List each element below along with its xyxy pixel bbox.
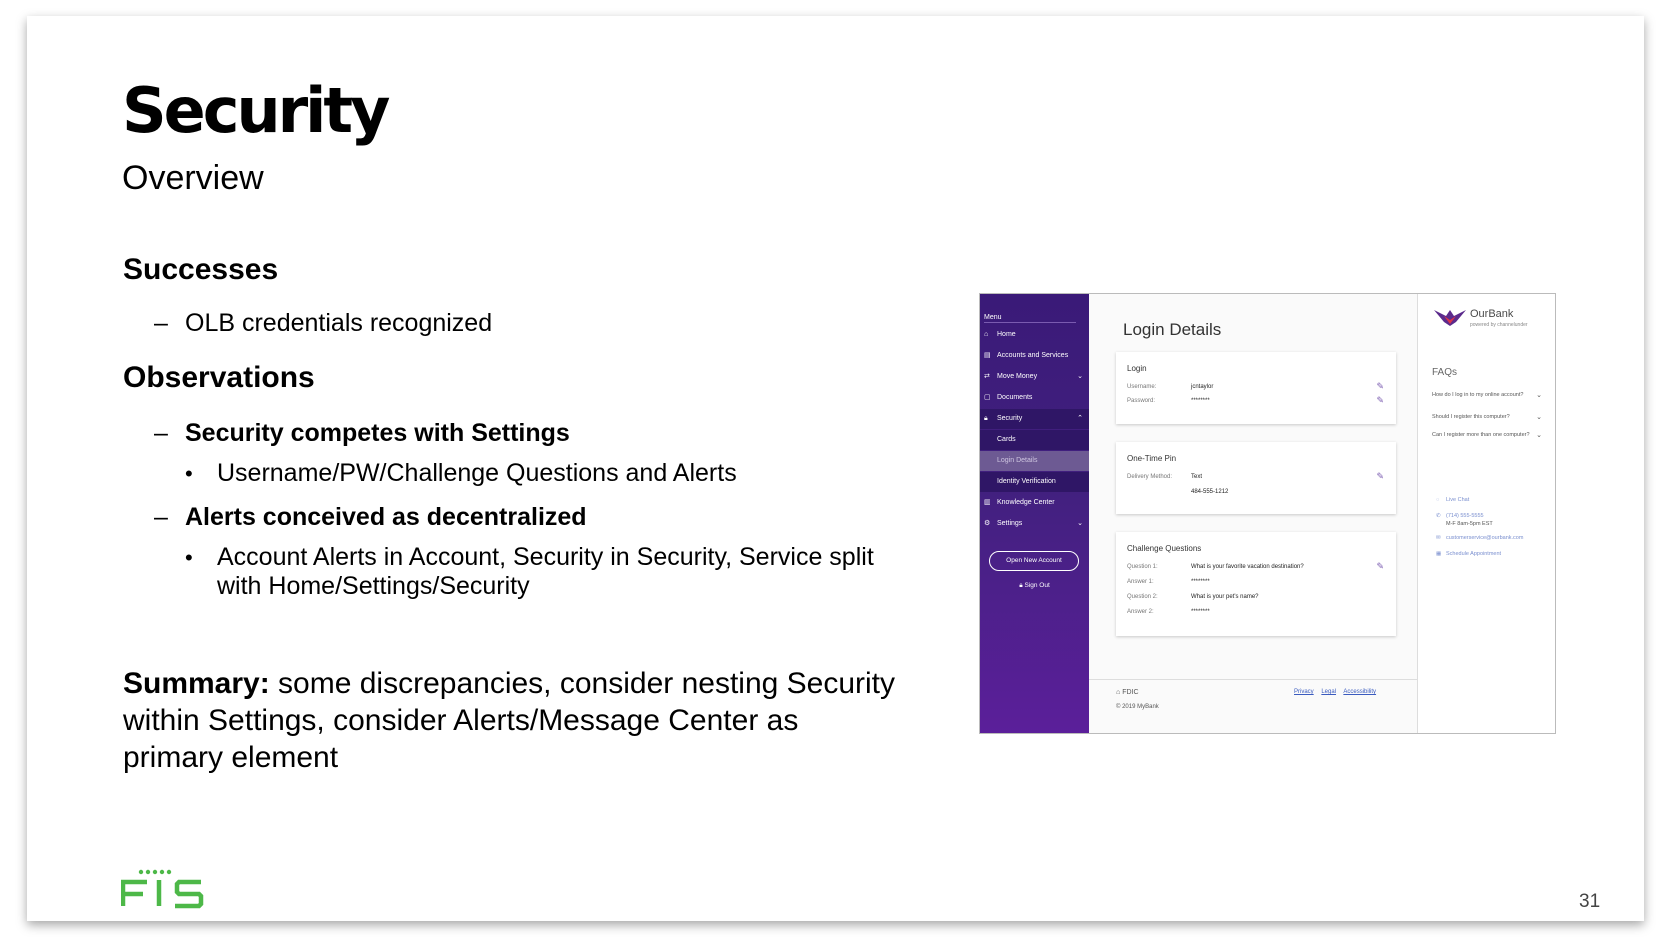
sidebar-item-label: Move Money [997, 373, 1038, 380]
answer-1-value: ******** [1191, 579, 1210, 585]
page-number: 31 [1579, 891, 1601, 912]
slide [27, 16, 1644, 921]
right-panel [1417, 294, 1556, 733]
success-item: OLB credentials recognized [185, 309, 493, 337]
question-1-value: What is your favorite vacation destination? [1191, 564, 1304, 570]
email-link[interactable] [1436, 535, 1523, 541]
sidebar-item-login-details[interactable] [980, 451, 1089, 471]
faq-label: How do I log in to my online account? [1432, 392, 1524, 398]
sidebar-item-move-money[interactable] [980, 367, 1089, 387]
sidebar-item-security[interactable] [980, 409, 1089, 429]
email-label: customerservice@ourbank.com [1446, 535, 1524, 541]
fdic-badge [1116, 689, 1139, 696]
chevron-down-icon: ⌄ [1536, 432, 1542, 439]
sign-out-label: Sign Out [1024, 582, 1050, 589]
faq-label: Should I register this computer? [1432, 414, 1510, 420]
document-icon: ▢ [984, 394, 991, 401]
sidebar-item-documents[interactable] [980, 388, 1089, 408]
observation-1-detail: Username/PW/Challenge Questions and Alerts [217, 459, 737, 487]
password-label: Password: [1127, 398, 1156, 404]
sidebar-item-label: Documents [997, 394, 1033, 401]
fdic-label: FDIC [1122, 689, 1139, 696]
calendar-icon: ▦ [1436, 551, 1442, 557]
chevron-down-icon: ⌄ [1077, 373, 1083, 380]
faq-label: Can I register more than one computer? [1432, 432, 1530, 438]
phone-link[interactable] [1436, 513, 1484, 519]
observation-2-detail: Account Alerts in Account, Security in Security, Service split with Home/Settings/Security [217, 543, 874, 600]
answer-1-label: Answer 1: [1127, 579, 1154, 585]
delivery-method-value: Text [1191, 474, 1203, 480]
question-1-label: Question 1: [1127, 564, 1158, 570]
open-new-account-button[interactable]: Open New Account [989, 551, 1079, 571]
phone-label: (714) 555-5555 [1446, 513, 1484, 519]
sidebar-item-label: Knowledge Center [997, 499, 1055, 506]
dash-marker: – [154, 503, 168, 531]
sign-out-button[interactable] [980, 582, 1089, 590]
sidebar-item-knowledge-center[interactable] [980, 493, 1089, 513]
book-icon: ▥ [984, 499, 991, 506]
bank-icon: ⌂ [1116, 689, 1123, 696]
answer-2-label: Answer 2: [1127, 609, 1154, 615]
live-chat-link[interactable] [1436, 497, 1469, 503]
observations-heading: Observations [123, 361, 315, 394]
chevron-down-icon: ⌄ [1536, 414, 1542, 421]
faq-item[interactable] [1432, 432, 1542, 439]
challenge-questions-card [1116, 532, 1396, 636]
username-value: jcntaylor [1191, 384, 1214, 390]
answer-2-value: ******** [1191, 609, 1210, 615]
otp-card [1116, 442, 1396, 514]
sidebar-item-label: Home [997, 331, 1016, 338]
legal-link[interactable]: Legal [1321, 689, 1337, 695]
card-title: One-Time Pin [1127, 454, 1177, 463]
brand-name: OurBank [1470, 308, 1514, 320]
bullet-marker: • [185, 461, 193, 486]
schedule-appointment-link[interactable] [1436, 551, 1501, 557]
fis-logo [121, 866, 221, 916]
transfer-icon: ⇄ [984, 373, 990, 380]
hours-text: M-F 8am-5pm EST [1446, 521, 1493, 527]
embedded-screenshot [979, 293, 1556, 734]
sidebar-item-settings[interactable] [980, 514, 1089, 534]
card-title: Login [1127, 364, 1147, 373]
sidebar-item-label: Login Details [997, 457, 1038, 464]
delivery-method-label: Delivery Method: [1127, 474, 1173, 480]
main-content [1089, 294, 1417, 733]
accounts-icon: ▤ [984, 352, 991, 359]
sidebar-item-label: Accounts and Services [997, 352, 1069, 359]
observation-2: Alerts conceived as decentralized [185, 503, 587, 531]
sidebar-item-identity-verification[interactable] [980, 472, 1089, 492]
summary [123, 665, 903, 776]
login-card [1116, 352, 1396, 424]
username-label: Username: [1127, 384, 1157, 390]
faq-heading: FAQs [1432, 367, 1458, 378]
sidebar-item-label: Settings [997, 520, 1023, 527]
live-chat-label: Live Chat [1446, 497, 1470, 503]
chevron-down-icon: ⌄ [1077, 520, 1083, 527]
summary-text: some discrepancies, consider nesting Security within Settings, consider Alerts/Message Center as primary element [123, 667, 896, 774]
lock-icon: 🔒︎ [1019, 582, 1025, 589]
sidebar-item-label: Identity Verification [997, 478, 1056, 485]
successes-heading: Successes [123, 253, 279, 286]
page-subtitle: Overview [122, 159, 264, 197]
phone-icon: ✆ [1436, 513, 1441, 519]
accessibility-link[interactable]: Accessibility [1343, 689, 1377, 695]
divider [984, 322, 1076, 323]
sidebar-item-cards[interactable] [980, 430, 1089, 450]
schedule-label: Schedule Appointment [1446, 551, 1502, 557]
bullet-marker: • [185, 545, 193, 570]
faq-item[interactable] [1432, 392, 1542, 399]
observation-1: Security competes with Settings [185, 419, 570, 447]
dash-marker: – [154, 419, 168, 447]
home-icon: ⌂ [984, 331, 989, 338]
brand-subtitle: powered by channelunder [1470, 322, 1528, 328]
password-value: ******** [1191, 398, 1210, 404]
card-title: Challenge Questions [1127, 544, 1202, 553]
gear-icon: ⚙ [984, 520, 991, 527]
edit-icon[interactable]: ✎ [1376, 395, 1384, 405]
sidebar [980, 294, 1089, 733]
question-2-label: Question 2: [1127, 594, 1158, 600]
privacy-link[interactable]: Privacy [1294, 689, 1314, 695]
edit-icon[interactable]: ✎ [1376, 381, 1384, 391]
sidebar-item-accounts[interactable] [980, 346, 1089, 366]
edit-icon[interactable]: ✎ [1376, 471, 1384, 481]
summary-label: Summary: [123, 667, 270, 700]
content-heading: Login Details [1123, 320, 1222, 339]
dash-marker: – [154, 309, 168, 337]
mail-icon: ✉ [1436, 535, 1441, 541]
footer-links [1294, 689, 1382, 695]
divider [1089, 679, 1417, 680]
edit-icon[interactable]: ✎ [1376, 561, 1384, 571]
menu-label: Menu [984, 314, 1002, 321]
sidebar-item-label: Security [997, 415, 1023, 422]
copyright: © 2019 MyBank [1116, 704, 1159, 710]
sidebar-item-label: Cards [997, 436, 1016, 443]
sidebar-item-home[interactable] [980, 325, 1089, 345]
question-2-value: What is your pet's name? [1191, 594, 1259, 600]
chevron-down-icon: ⌄ [1536, 392, 1542, 399]
faq-item[interactable] [1432, 414, 1542, 421]
chevron-up-icon: ⌃ [1077, 415, 1083, 422]
bank-logo-icon [1432, 306, 1468, 328]
page-title: Security [122, 74, 388, 147]
chat-icon: ◌ [1436, 497, 1440, 503]
phone-value: 484-555-1212 [1191, 489, 1229, 495]
lock-icon: 🔒︎ [984, 415, 988, 422]
